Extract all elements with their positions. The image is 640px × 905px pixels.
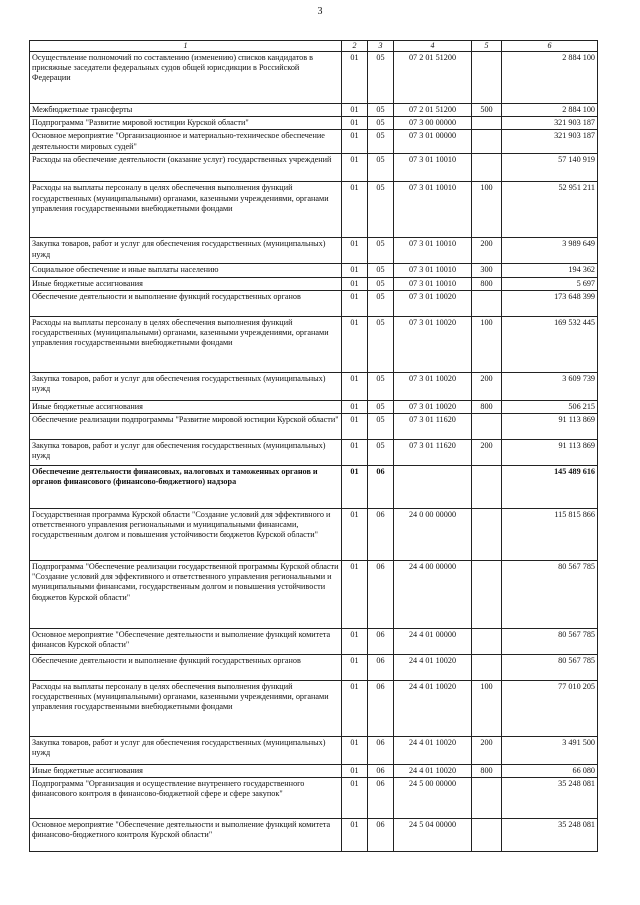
cell-target-article: 07 3 01 11620 xyxy=(394,440,472,466)
col-header-subsection: 3 xyxy=(368,41,394,52)
cell-name: Осуществление полномочий по составлению (изменению) списков кандидатов в присяжные заседатели федеральных судов общей юрисдикции в Российской Федерации xyxy=(30,52,342,104)
cell-target-article: 24 0 00 00000 xyxy=(394,509,472,561)
cell-section: 01 xyxy=(342,765,368,778)
cell-target-article: 24 4 01 00000 xyxy=(394,629,472,655)
cell-expense-type: 800 xyxy=(472,400,502,413)
cell-amount: 506 215 xyxy=(502,400,598,413)
cell-section: 01 xyxy=(342,238,368,264)
cell-subsection: 06 xyxy=(368,466,394,509)
table-row xyxy=(30,130,598,154)
table-row xyxy=(30,182,598,238)
cell-target-article: 07 3 01 10010 xyxy=(394,154,472,182)
cell-subsection: 05 xyxy=(368,277,394,290)
cell-name: Межбюджетные трансферты xyxy=(30,104,342,117)
cell-name: Основное мероприятие "Организационное и материально-техническое обеспечение деятельности мировых судей" xyxy=(30,130,342,154)
table-row xyxy=(30,264,598,277)
cell-amount: 91 113 869 xyxy=(502,414,598,440)
table-row xyxy=(30,52,598,104)
cell-subsection: 05 xyxy=(368,316,394,372)
cell-expense-type: 800 xyxy=(472,277,502,290)
cell-section: 01 xyxy=(342,778,368,819)
table-row xyxy=(30,238,598,264)
cell-section: 01 xyxy=(342,561,368,629)
cell-section: 01 xyxy=(342,819,368,852)
cell-subsection: 06 xyxy=(368,819,394,852)
cell-name: Расходы на выплаты персоналу в целях обеспечения выполнения функций государственных (муниципальными) органами, казенными учреждениями, органами управления государственными внебюджетными фондами xyxy=(30,182,342,238)
table-row xyxy=(30,117,598,130)
cell-amount: 194 362 xyxy=(502,264,598,277)
cell-expense-type xyxy=(472,509,502,561)
cell-target-article: 07 2 01 51200 xyxy=(394,52,472,104)
cell-subsection: 05 xyxy=(368,182,394,238)
cell-subsection: 05 xyxy=(368,117,394,130)
cell-amount: 80 567 785 xyxy=(502,629,598,655)
cell-section: 01 xyxy=(342,264,368,277)
table-row xyxy=(30,509,598,561)
cell-amount: 91 113 869 xyxy=(502,440,598,466)
cell-expense-type: 200 xyxy=(472,372,502,400)
cell-amount: 169 532 445 xyxy=(502,316,598,372)
cell-amount: 35 248 081 xyxy=(502,819,598,852)
cell-subsection: 06 xyxy=(368,681,394,737)
cell-section: 01 xyxy=(342,400,368,413)
table-row xyxy=(30,466,598,509)
table-row xyxy=(30,778,598,819)
cell-subsection: 05 xyxy=(368,372,394,400)
cell-target-article: 07 2 01 51200 xyxy=(394,104,472,117)
col-header-target-article: 4 xyxy=(394,41,472,52)
cell-name: Социальное обеспечение и иные выплаты населению xyxy=(30,264,342,277)
cell-target-article: 07 3 01 10020 xyxy=(394,290,472,316)
cell-name: Подпрограмма "Обеспечение реализации государственной программы Курской области "Создание условий для эффективного и ответственного управления региональными и муниципальными финансами, государственным долгом и повышения устойчивости бюджетов Курской области" xyxy=(30,561,342,629)
cell-section: 01 xyxy=(342,466,368,509)
cell-amount: 57 140 919 xyxy=(502,154,598,182)
cell-amount: 35 248 081 xyxy=(502,778,598,819)
cell-name: Иные бюджетные ассигнования xyxy=(30,400,342,413)
cell-subsection: 06 xyxy=(368,765,394,778)
cell-expense-type: 100 xyxy=(472,681,502,737)
cell-target-article: 24 4 01 10020 xyxy=(394,681,472,737)
table-row xyxy=(30,561,598,629)
cell-name: Подпрограмма "Организация и осуществление внутреннего государственного финансового контроля в финансово-бюджетной сфере и сфере закупок" xyxy=(30,778,342,819)
cell-expense-type: 200 xyxy=(472,440,502,466)
cell-expense-type xyxy=(472,629,502,655)
cell-expense-type: 100 xyxy=(472,316,502,372)
cell-subsection: 06 xyxy=(368,655,394,681)
cell-name: Иные бюджетные ассигнования xyxy=(30,765,342,778)
cell-subsection: 05 xyxy=(368,104,394,117)
cell-amount: 66 080 xyxy=(502,765,598,778)
cell-section: 01 xyxy=(342,52,368,104)
cell-section: 01 xyxy=(342,316,368,372)
table-row xyxy=(30,372,598,400)
cell-name: Закупка товаров, работ и услуг для обеспечения государственных (муниципальных) нужд xyxy=(30,440,342,466)
cell-section: 01 xyxy=(342,117,368,130)
cell-amount: 5 697 xyxy=(502,277,598,290)
cell-section: 01 xyxy=(342,655,368,681)
cell-target-article: 07 3 01 10010 xyxy=(394,277,472,290)
cell-section: 01 xyxy=(342,414,368,440)
cell-expense-type: 800 xyxy=(472,765,502,778)
table-row xyxy=(30,765,598,778)
cell-expense-type xyxy=(472,466,502,509)
cell-section: 01 xyxy=(342,681,368,737)
table-body xyxy=(30,52,598,852)
cell-expense-type xyxy=(472,290,502,316)
cell-target-article: 07 3 01 10010 xyxy=(394,264,472,277)
cell-expense-type xyxy=(472,117,502,130)
cell-expense-type xyxy=(472,52,502,104)
cell-section: 01 xyxy=(342,290,368,316)
cell-target-article: 24 4 01 10020 xyxy=(394,765,472,778)
table-row xyxy=(30,819,598,852)
cell-section: 01 xyxy=(342,629,368,655)
table-row xyxy=(30,277,598,290)
budget-table xyxy=(29,40,598,852)
cell-target-article: 07 3 01 11620 xyxy=(394,414,472,440)
cell-target-article: 07 3 01 10010 xyxy=(394,182,472,238)
cell-subsection: 06 xyxy=(368,629,394,655)
cell-name: Основное мероприятие "Обеспечение деятельности и выполнение функций комитета финансов Курской области" xyxy=(30,629,342,655)
cell-amount: 115 815 866 xyxy=(502,509,598,561)
cell-name: Закупка товаров, работ и услуг для обеспечения государственных (муниципальных) нужд xyxy=(30,737,342,765)
cell-subsection: 05 xyxy=(368,238,394,264)
table-row xyxy=(30,737,598,765)
cell-target-article: 07 3 00 00000 xyxy=(394,117,472,130)
cell-target-article: 24 5 00 00000 xyxy=(394,778,472,819)
cell-target-article: 07 3 01 10020 xyxy=(394,316,472,372)
cell-expense-type: 500 xyxy=(472,104,502,117)
col-header-expense-type: 5 xyxy=(472,41,502,52)
cell-amount: 3 609 739 xyxy=(502,372,598,400)
cell-amount: 321 903 187 xyxy=(502,130,598,154)
cell-target-article: 07 3 01 10010 xyxy=(394,238,472,264)
cell-section: 01 xyxy=(342,277,368,290)
cell-subsection: 05 xyxy=(368,400,394,413)
cell-amount: 2 884 100 xyxy=(502,52,598,104)
cell-name: Расходы на выплаты персоналу в целях обеспечения выполнения функций государственных (муниципальными) органами, казенными учреждениями, органами управления государственными внебюджетными фондами xyxy=(30,316,342,372)
table-row xyxy=(30,154,598,182)
cell-expense-type: 300 xyxy=(472,264,502,277)
cell-expense-type xyxy=(472,414,502,440)
cell-subsection: 05 xyxy=(368,264,394,277)
cell-section: 01 xyxy=(342,182,368,238)
cell-section: 01 xyxy=(342,130,368,154)
cell-amount: 52 951 211 xyxy=(502,182,598,238)
cell-name: Обеспечение реализации подпрограммы "Развитие мировой юстиции Курской области" xyxy=(30,414,342,440)
cell-target-article: 07 3 01 10020 xyxy=(394,400,472,413)
cell-name: Подпрограмма "Развитие мировой юстиции Курской области" xyxy=(30,117,342,130)
cell-subsection: 06 xyxy=(368,561,394,629)
cell-expense-type xyxy=(472,154,502,182)
cell-name: Иные бюджетные ассигнования xyxy=(30,277,342,290)
cell-target-article: 24 4 01 10020 xyxy=(394,655,472,681)
page-number: 3 xyxy=(317,6,323,17)
cell-name: Закупка товаров, работ и услуг для обеспечения государственных (муниципальных) нужд xyxy=(30,372,342,400)
cell-expense-type xyxy=(472,778,502,819)
cell-section: 01 xyxy=(342,440,368,466)
cell-amount: 2 884 100 xyxy=(502,104,598,117)
cell-name: Обеспечение деятельности финансовых, налоговых и таможенных органов и органов финансового (финансово-бюджетного) надзора xyxy=(30,466,342,509)
cell-amount: 173 648 399 xyxy=(502,290,598,316)
cell-name: Закупка товаров, работ и услуг для обеспечения государственных (муниципальных) нужд xyxy=(30,238,342,264)
table-row xyxy=(30,290,598,316)
cell-amount: 145 489 616 xyxy=(502,466,598,509)
table-row xyxy=(30,104,598,117)
table-row xyxy=(30,655,598,681)
cell-name: Расходы на выплаты персоналу в целях обеспечения выполнения функций государственных (муниципальными) органами, казенными учреждениями, органами управления государственными внебюджетными фондами xyxy=(30,681,342,737)
cell-target-article: 24 4 01 10020 xyxy=(394,737,472,765)
cell-amount: 321 903 187 xyxy=(502,117,598,130)
cell-expense-type: 100 xyxy=(472,182,502,238)
cell-subsection: 05 xyxy=(368,440,394,466)
table-row xyxy=(30,681,598,737)
cell-expense-type xyxy=(472,819,502,852)
cell-amount: 3 989 649 xyxy=(502,238,598,264)
cell-section: 01 xyxy=(342,104,368,117)
cell-target-article: 07 3 01 10020 xyxy=(394,372,472,400)
cell-section: 01 xyxy=(342,737,368,765)
cell-subsection: 05 xyxy=(368,290,394,316)
table-header-row xyxy=(30,41,598,52)
cell-subsection: 05 xyxy=(368,414,394,440)
cell-amount: 80 567 785 xyxy=(502,561,598,629)
cell-expense-type xyxy=(472,655,502,681)
table-row xyxy=(30,400,598,413)
table-row xyxy=(30,629,598,655)
cell-expense-type xyxy=(472,130,502,154)
col-header-section: 2 xyxy=(342,41,368,52)
cell-name: Расходы на обеспечение деятельности (оказание услуг) государственных учреждений xyxy=(30,154,342,182)
cell-target-article: 07 3 01 00000 xyxy=(394,130,472,154)
cell-target-article: 24 5 04 00000 xyxy=(394,819,472,852)
cell-subsection: 05 xyxy=(368,130,394,154)
cell-section: 01 xyxy=(342,372,368,400)
table-row xyxy=(30,414,598,440)
cell-subsection: 06 xyxy=(368,509,394,561)
cell-name: Обеспечение деятельности и выполнение функций государственных органов xyxy=(30,655,342,681)
cell-amount: 3 491 500 xyxy=(502,737,598,765)
cell-amount: 77 010 205 xyxy=(502,681,598,737)
cell-expense-type: 200 xyxy=(472,238,502,264)
col-header-amount: 6 xyxy=(502,41,598,52)
table-row xyxy=(30,316,598,372)
cell-section: 01 xyxy=(342,154,368,182)
cell-name: Государственная программа Курской области "Создание условий для эффективного и ответственного управления региональными и муниципальными финансами, государственным долгом и повышения устойчивости бюджетов Курской области" xyxy=(30,509,342,561)
col-header-name: 1 xyxy=(30,41,342,52)
cell-name: Основное мероприятие "Обеспечение деятельности и выполнение функций комитета финансово-бюджетного контроля Курской области" xyxy=(30,819,342,852)
cell-subsection: 06 xyxy=(368,737,394,765)
cell-subsection: 05 xyxy=(368,154,394,182)
cell-amount: 80 567 785 xyxy=(502,655,598,681)
cell-expense-type xyxy=(472,561,502,629)
cell-expense-type: 200 xyxy=(472,737,502,765)
cell-subsection: 05 xyxy=(368,52,394,104)
cell-section: 01 xyxy=(342,509,368,561)
cell-subsection: 06 xyxy=(368,778,394,819)
cell-target-article: 24 4 00 00000 xyxy=(394,561,472,629)
cell-name: Обеспечение деятельности и выполнение функций государственных органов xyxy=(30,290,342,316)
table-row xyxy=(30,440,598,466)
cell-target-article xyxy=(394,466,472,509)
